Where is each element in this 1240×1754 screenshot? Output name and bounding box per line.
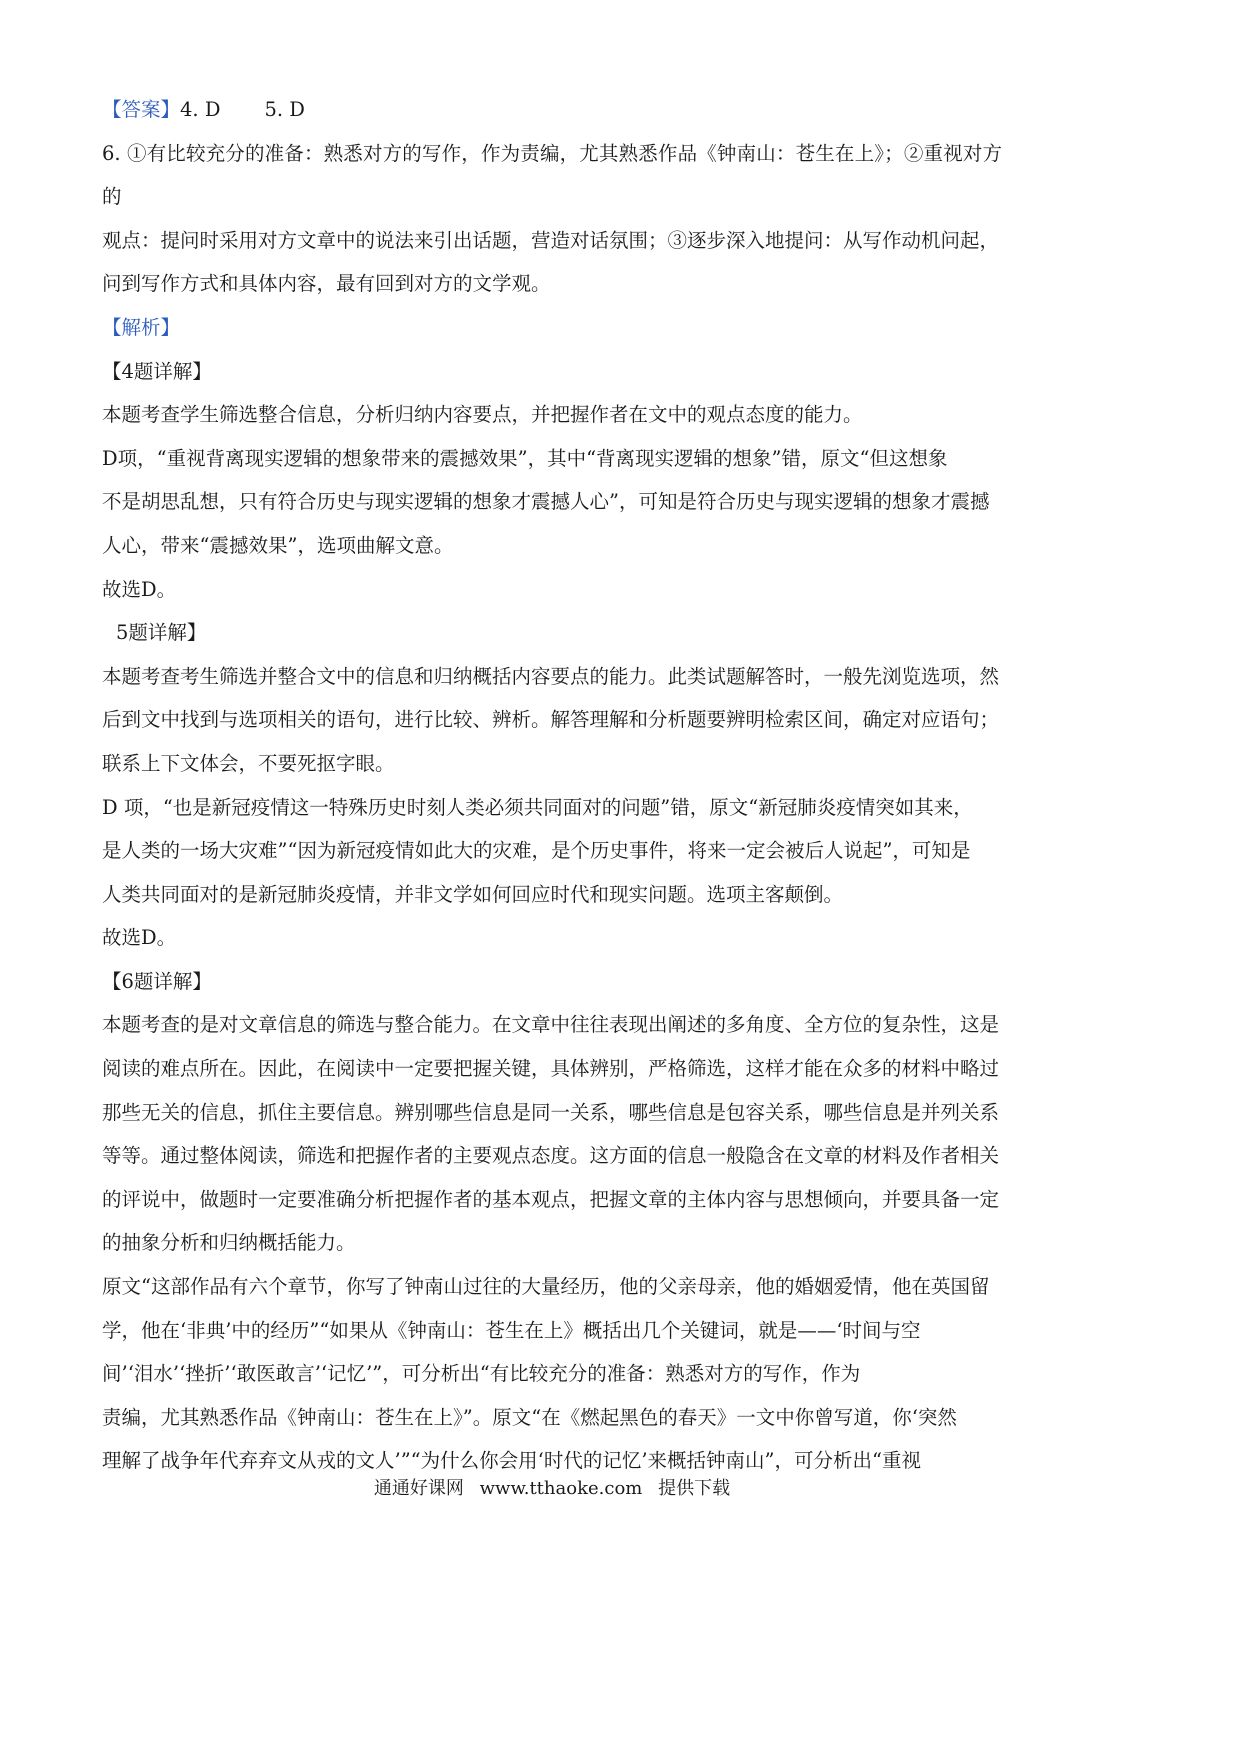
q6-detail-line: 的评说中，做题时一定要准确分析把握作者的基本观点，把握文章的主体内容与思想倾向，并要具备一定 <box>102 1187 1000 1211</box>
q6-detail-line: 原文“这部作品有六个章节，你写了钟南山过往的大量经历，他的父亲母亲，他的婚姻爱情，他在英国留 <box>102 1275 990 1299</box>
q6-detail-line: 责编，尤其熟悉作品《钟南山：苍生在上》”。原文“在《燃起黑色的春天》一文中你曾写道，你‘突然 <box>102 1405 957 1429</box>
q6-detail-line: 等等。通过整体阅读，筛选和把握作者的主要观点态度。这方面的信息一般隐含在文章的材料及作者相关 <box>102 1144 1000 1168</box>
q4-detail-line: 人心，带来“震撼效果”，选项曲解文意。 <box>102 533 454 557</box>
answer-q6-line: 6. ①有比较充分的准备：熟悉对方的写作，作为责编，尤其熟悉作品《钟南山：苍生在上》；②重视对方的 <box>102 141 1002 209</box>
q5-detail-line: 人类共同面对的是新冠肺炎疫情，并非文学如何回应时代和现实问题。选项主客颠倒。 <box>102 882 844 906</box>
q6-detail-line: 本题考查的是对文章信息的筛选与整合能力。在文章中往往表现出阐述的多角度、全方位的复杂性，这是 <box>102 1013 1000 1037</box>
page-footer <box>0 1474 1104 1504</box>
q6-detail-line: 阅读的难点所在。因此，在阅读中一定要把握关键，具体辨别，严格筛选，这样才能在众多的材料中略过 <box>102 1057 1000 1081</box>
q5-detail-heading: 5题详解】 <box>116 621 207 645</box>
q4-detail-line: D项，“重视背离现实逻辑的想象带来的震撼效果”，其中“背离现实逻辑的想象”错，原文“但这想象 <box>102 446 948 470</box>
answer-q5: 5. D <box>264 98 305 121</box>
answer-line <box>102 88 1002 132</box>
footer-site-name: 通通好课网 <box>373 1478 464 1499</box>
q5-detail-line: 本题考查考生筛选并整合文中的信息和归纳概括内容要点的能力。此类试题解答时，一般先浏览选项，然 <box>102 664 1000 688</box>
q6-detail-line: 的抽象分析和归纳概括能力。 <box>102 1231 356 1255</box>
analysis-label: 【解析】 <box>102 315 181 339</box>
q5-detail-line: 联系上下文体会，不要死抠字眼。 <box>102 751 395 775</box>
q5-detail-line: 故选D。 <box>102 926 177 950</box>
answer-q4: 4. D <box>180 98 221 121</box>
document-body <box>102 88 1002 1483</box>
q5-detail-line: 后到文中找到与选项相关的语句，进行比较、辨析。解答理解和分析题要辨明检索区间，确定对应语句； <box>102 708 1000 732</box>
q4-detail-line: 本题考查学生筛选整合信息，分析归纳内容要点，并把握作者在文中的观点态度的能力。 <box>102 403 863 427</box>
footer-suffix: 提供下载 <box>658 1478 731 1499</box>
footer-url[interactable]: www.tthaoke.com <box>479 1478 643 1499</box>
q4-detail-line: 故选D。 <box>102 577 177 601</box>
q6-detail-line: 间’‘泪水’‘挫折’‘敢医敢言’‘记忆’”，可分析出“有比较充分的准备：熟悉对方的写作，作为 <box>102 1362 861 1386</box>
q6-detail-line: 理解了战争年代弃弃文从戎的文人’”“为什么你会用‘时代的记忆’来概括钟南山”，可分析出“重视 <box>102 1449 921 1473</box>
q6-detail-heading: 【6题详解】 <box>102 969 212 993</box>
q4-detail-heading: 【4题详解】 <box>102 359 212 383</box>
q4-detail-line: 不是胡思乱想，只有符合历史与现实逻辑的想象才震撼人心”，可知是符合历史与现实逻辑的想象才震撼 <box>102 490 990 514</box>
answer-q6-line: 问到写作方式和具体内容，最有回到对方的文学观。 <box>102 272 551 296</box>
q6-detail-line: 学，他在‘非典’中的经历”“如果从《钟南山：苍生在上》概括出几个关键词，就是——‘时间与空 <box>102 1318 921 1342</box>
answer-label: 【答案】 <box>102 98 181 121</box>
q5-detail-line: 是人类的一场大灾难”“因为新冠疫情如此大的灾难，是个历史事件，将来一定会被后人说起”，可知是 <box>102 839 971 863</box>
q5-detail-line: D 项，“也是新冠疫情这一特殊历史时刻人类必须共同面对的问题”错，原文“新冠肺炎疫情突如其来， <box>102 795 973 819</box>
answer-q6-line: 观点：提问时采用对方文章中的说法来引出话题，营造对话氛围；③逐步深入地提问：从写作动机问起， <box>102 228 1000 252</box>
q6-detail-line: 那些无关的信息，抓住主要信息。辨别哪些信息是同一关系，哪些信息是包容关系，哪些信息是并列关系 <box>102 1100 1000 1124</box>
